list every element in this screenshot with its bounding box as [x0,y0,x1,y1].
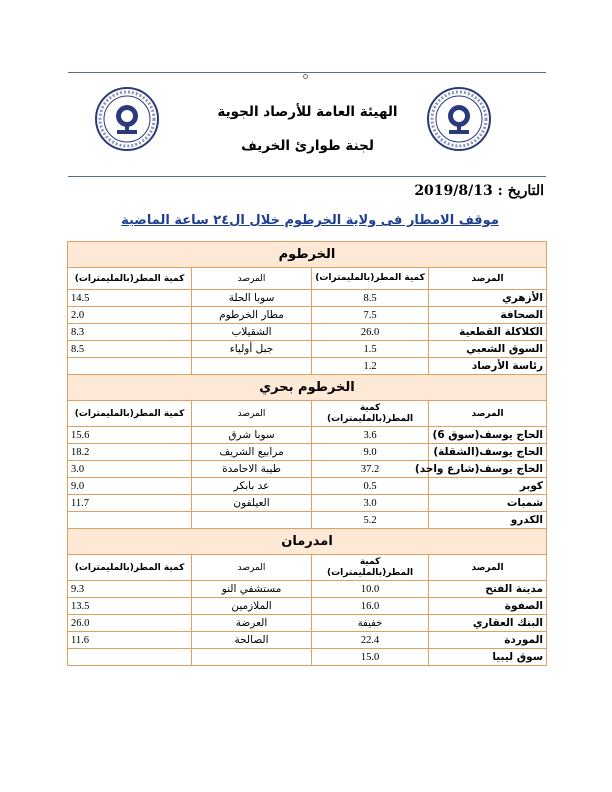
column-header-row [68,555,547,581]
committee-name: لجنة طوارئ الخريف [241,138,374,154]
station-name [192,649,312,666]
section-header-row [68,375,547,401]
table-row [68,341,547,358]
rainfall-column-header: كمية المطر(بالمليمترات) [312,268,429,290]
rainfall-value: 10.0 [312,581,429,598]
rainfall-value: 7.5 [312,307,429,324]
station-name: الصفوة [429,598,547,615]
rainfall-value: 11.6 [68,632,192,649]
rainfall-value: 22.4 [312,632,429,649]
rainfall-value: 15.6 [68,427,192,444]
table-row [68,290,547,307]
station-name: الكدرو [429,512,547,529]
rainfall-value [68,512,192,529]
rainfall-value: 18.2 [68,444,192,461]
table-row [68,512,547,529]
table-row [68,649,547,666]
station-name: شمبات [429,495,547,512]
station-name: السوق الشعبي [429,341,547,358]
rainfall-value: 9.0 [68,478,192,495]
organization-name: الهيئة العامة للأرصاد الجوية [217,104,398,120]
table-row [68,444,547,461]
station-column-header: المرصد [192,555,312,581]
station-name: رئاسة الأرصاد [429,358,547,375]
station-name: طيبة الاحامدة [192,461,312,478]
section-header-row [68,242,547,268]
rainfall-value: 11.7 [68,495,192,512]
meteorological-authority-seal-icon [94,86,160,152]
rainfall-header-line-2: المطر(بالمليمترات) [327,413,414,424]
station-column-header: المرصد [429,555,547,581]
rainfall-value: 3.0 [68,461,192,478]
table-row [68,427,547,444]
station-name: الشقيلاب [192,324,312,341]
station-name: مدينة الفتح [429,581,547,598]
section-title: الخرطوم [68,242,547,268]
rainfall-column-header: كمية المطر(بالمليمترات) [68,401,192,427]
station-column-header: المرصد [192,268,312,290]
section-header-row [68,529,547,555]
header-bottom-rule [68,176,546,177]
station-name: سوبا الحلة [192,290,312,307]
rainfall-value: 3.0 [312,495,429,512]
station-name: العرضة [192,615,312,632]
rainfall-value: 16.0 [312,598,429,615]
station-name: الصالحة [192,632,312,649]
station-name: الموردة [429,632,547,649]
station-name: عد بابكر [192,478,312,495]
station-name: مستشفي النو [192,581,312,598]
rainfall-value: 15.0 [312,649,429,666]
header-top-rule [68,72,546,73]
meteorological-authority-seal-icon [426,86,492,152]
station-name: الحاج يوسف(سوق 6) [429,427,547,444]
table-row [68,495,547,512]
rainfall-value: 37.2 [312,461,429,478]
rainfall-value: 5.2 [312,512,429,529]
station-name [192,358,312,375]
report-date: التاريخ : 2019/8/13 [414,183,544,199]
rainfall-value [68,649,192,666]
rainfall-value: 1.2 [312,358,429,375]
station-name: البنك العقاري [429,615,547,632]
rainfall-column-header [312,555,429,581]
station-column-header: المرصد [429,401,547,427]
table-row [68,581,547,598]
rainfall-value: 26.0 [312,324,429,341]
rainfall-value: 9.3 [68,581,192,598]
rainfall-value: خفيفة [312,615,429,632]
rainfall-value: 0.5 [312,478,429,495]
column-header-row [68,268,547,290]
table-row [68,632,547,649]
station-name: الحاج يوسف(شارع واحد) [429,461,547,478]
station-name: الأزهري [429,290,547,307]
rainfall-table [67,241,547,666]
rainfall-column-header: كمية المطر(بالمليمترات) [68,555,192,581]
table-row [68,615,547,632]
station-name: مرابيع الشريف [192,444,312,461]
table-row [68,324,547,341]
rainfall-value: 3.6 [312,427,429,444]
station-name: الملازمين [192,598,312,615]
table-row [68,478,547,495]
station-name: سوبا شرق [192,427,312,444]
rainfall-value: 8.3 [68,324,192,341]
rainfall-value: 8.5 [68,341,192,358]
station-name: الحاج يوسف(الشقلة) [429,444,547,461]
rainfall-value: 2.0 [68,307,192,324]
station-name: العيلفون [192,495,312,512]
rainfall-column-header: كمية المطر(بالمليمترات) [68,268,192,290]
station-name [192,512,312,529]
table-row [68,307,547,324]
rainfall-value: 8.5 [312,290,429,307]
rainfall-value: 1.5 [312,341,429,358]
column-header-row [68,401,547,427]
rainfall-value: 13.5 [68,598,192,615]
rainfall-value: 14.5 [68,290,192,307]
table-row [68,461,547,478]
station-column-header: المرصد [192,401,312,427]
rainfall-value: 9.0 [312,444,429,461]
header-ornament [303,74,308,79]
rainfall-header-line-2: المطر(بالمليمترات) [327,567,414,578]
section-title: الخرطوم بحري [68,375,547,401]
table-row [68,358,547,375]
rainfall-header-line-1: كمية [359,556,381,567]
rainfall-value: 26.0 [68,615,192,632]
rainfall-column-header [312,401,429,427]
station-column-header: المرصد [429,268,547,290]
table-row [68,598,547,615]
rainfall-header-line-1: كمية [359,402,381,413]
report-title: موقف الامطار فى ولاية الخرطوم خلال ال٢٤ ساعة الماضية [121,213,499,228]
station-name: الصحافة [429,307,547,324]
station-name: جبل أولياء [192,341,312,358]
rainfall-value [68,358,192,375]
station-name: سوق ليبيا [429,649,547,666]
station-name: كوبر [429,478,547,495]
section-title: امدرمان [68,529,547,555]
station-name: مطار الخرطوم [192,307,312,324]
station-name: الكلاكلة القطعية [429,324,547,341]
